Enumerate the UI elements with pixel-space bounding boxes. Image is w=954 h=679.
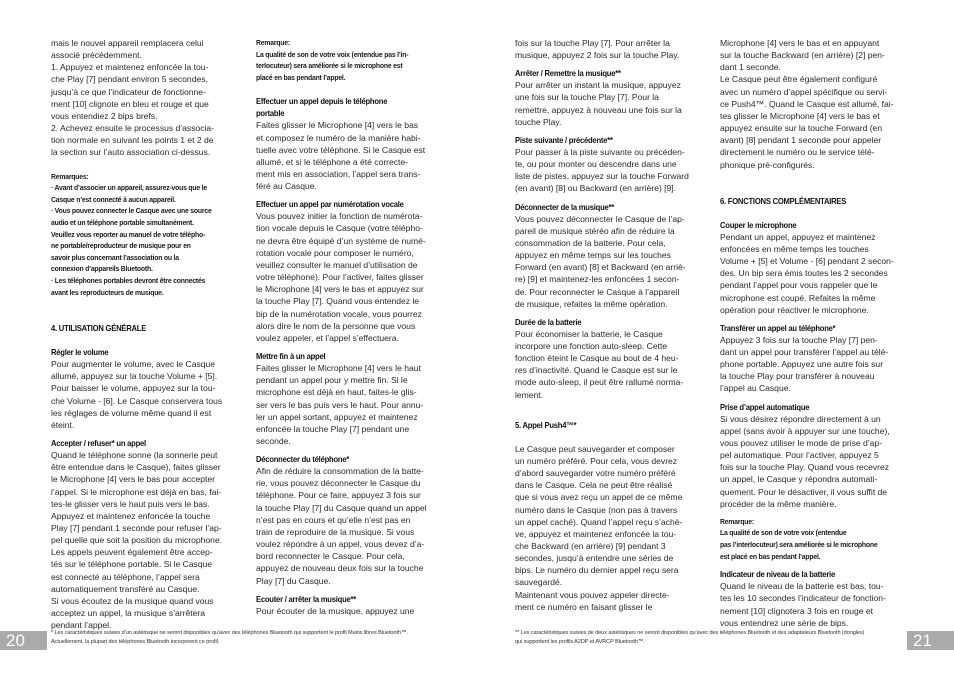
mute-mic-text: Pendant un appel, appuyez et maintenez enfoncées en même temps les touches Volume + [5] et Volume - [6] pendant 2 secon- des. Un bip sera émis toutes les 2 secondes pendant l’appel pour vous rappeler que le microphone est coupé. Refaites la même opération pour réactiver le microphone. <box>720 231 894 315</box>
section-5-heading: 5. Appel Push4™* <box>515 419 577 430</box>
disconnect-phone-heading: Déconnecter du téléphone* <box>256 454 350 465</box>
music-play-heading: Ecouter / arrêter la musique** <box>256 593 357 604</box>
transfer-call-heading: Transférer un appel au téléphone* <box>720 322 836 333</box>
push4-text: Le Casque peut sauvegarder et composer un numéro préféré. Pour cela, vous devrez d’abord sauvegarder votre numéro préféré dans le Casque. Cela ne peut être réalisé que si vous avez reçu un appel de ce même numéro dans le Casque (non pas à travers un appel caché). Quand l’appel reçu s’achè- ve, appuyez et maintenez enfoncée la tou- che Backward (en arrière) [9] pendant 3 secondes, jusqu’à entendre une séries de bips. Le numéro du dernier appel reçu sera sauvegardé. Maintenant vous pouvez appeler directe- ment ce numéro en faisant glisser le <box>515 443 683 612</box>
volume-text: Pour augmenter le volume, avec le Casque allumé, appuyez sur la touche Volume + [5]. Pour baisser le volume, appuyez sur la tou- che Volume - [6]. Le Casque conservera tous les réglages de volume même quand il est éteint. <box>51 359 223 430</box>
battery-level-text: Quand le niveau de la batterie est bas, tou- tes les 10 secondes l’indicateur de fonction- nement [10] clignotera 3 fois en rouge et vous entendrez une série de bips. <box>720 581 886 628</box>
end-call-text: Faites glisser le Microphone [4] vers le haut pendant un appel pour y mettre fin. Si le microphone est déjà en haut, faites-le glis- ser vers le bas puis vers le haut. Pour annu- ler un appel sortant, appuyez et maintenez enfoncée la touche Play [7] pendant une seconde. <box>256 363 424 446</box>
section-4-heading: 4. UTILISATION GÉNÉRALE <box>51 323 147 334</box>
auto-answer-heading: Prise d’appel automatique <box>720 401 810 412</box>
voice-dial-text: Vous pouvez initier la fonction de numérota- tion vocale depuis le Casque (votre télépho- ne devra être équipé d’un système de numé- rotation vocale pour composer le numéro, veuillez consulter le manuel d’utilisation de votre téléphone). Pour l’activer, faites glisser le Microphone [4] vers le bas et appuyez sur la touche Play [7]. Quand vous entendez le bip de la numérotation vocale, vous pourrez alors dire le nom de la personne que vous voulez appeler, et l’appel s’effectuera. <box>256 211 426 343</box>
music-continued-text: fois sur la touche Play [7]. Pour arrêter la musique, appuyez 2 fois sur la touche Play. <box>515 38 680 61</box>
auto-answer-text: Si vous désirez répondre directement à un appel (sans avoir à appuyer sur une touche), vous pouvez utiliser le mode de prise d’ap- pel automatique. Pour l’activer, appuyez 5 fois sur la touche Play. Quand vous recevrez un appel, le Casque y répondra automati- quement. Pour le désactiver, il vous suffit de procéder de la même manière. <box>720 413 890 509</box>
mute-mic-heading: Couper le microphone <box>720 219 797 230</box>
pause-music-text: Pour arrêter un instant la musique, appuyez une fois sur la touche Play [7]. Pour la remettre, appuyez à nouveau une fois sur la touche Play. <box>515 80 682 127</box>
accept-call-heading: Accepter / refuser* un appel <box>51 438 146 449</box>
remarque-text: La qualité de son de votre voix (entendue pas l’in- terlocuteur) sera améliorée si le microphone est placé en bas pendant l’appel. <box>256 49 409 82</box>
column-3 <box>515 37 699 613</box>
column-1 <box>51 37 235 631</box>
disconnect-music-heading: Déconnecter de la musique** <box>515 201 615 212</box>
push4-continued-text: Microphone [4] vers le bas et en appuyant sur la touche Backward (en arrière) [2] pen- dant 1 seconde. Le Casque peut être également configuré avec un numéro d’appel spécifique ou servi- ce Push4™. Quand le Casque est allumé, fai- tes glisser le Microphone [4] vers le bas et appuyez ensuite sur la touche Forward (en avant) [8] pendant 1 seconde pour appeler directement le numéro ou le service télé- phonique pré-configurés. <box>720 38 894 170</box>
music-play-text: Pour écouter de la musique, appuyez une <box>256 605 415 616</box>
accept-call-text: Quand le téléphone sonne (la sonnerie peut être entendue dans le Casque), faites glisser le Microphone [4] vers le bas pour accepter l’appel. Si le microphone est déjà en bas, fai- tes-le glisser vers le haut puis vers le bas. Appuyez et maintenez enfoncée la touche Play [7] pendant 1 seconde pour refuser l’ap- pel quelle que soit la position du microphone. Les appels peuvent également être accep- tés sur le téléphone portable. Si le Casque est connecté au téléphone, l’appel sera automatiquement transféré au Casque. Si vous écoutez de la musique quand vous acceptez un appel, la musique s’arrêtera pendant l’appel. <box>51 450 223 631</box>
section-6-heading: 6. FONCTIONS COMPLÉMENTAIRES <box>720 195 847 206</box>
battery-life-text: Pour économiser la batterie, le Casque incorpore une fonction auto-sleep. Cette fonction éteint le Casque au bout de 4 heu- res d’inactivité. Quand le Casque est sur le mode auto-sleep, il peut être rallumé norma- lement. <box>515 328 684 400</box>
remarques-heading: Remarques: <box>51 171 89 181</box>
page-number-left: 20 <box>0 631 47 650</box>
transfer-call-text: Appuyez 3 fois sur la touche Play [7] pen- dant un appel pour transférer l’appel au télé- phone portable. Appuyez une autre fois sur la touche Play pour transférer à nouveau l’appel au Casque. <box>720 334 889 394</box>
voice-dial-heading: Effectuer un appel par numérotation vocale <box>256 199 404 210</box>
pause-music-heading: Arrêter / Remettre la musique** <box>515 68 621 79</box>
footnote-left: * Les caractéristiques suivies d’un astérisque ne seront disponibles qu’avec des téléphones Bluetooth qui supportent le profil Mains libres Bluetooth™. Actuellement, la plupart des téléphones Bluetooth incorporent ce profil. <box>51 630 408 645</box>
call-from-phone-text: Faites glisser le Microphone [4] vers le bas et composez le numéro de la manière habi- tuelle avec votre téléphone. Si le Casque est allumé, et si le téléphone a été correcte- ment mis en association, l’appel sera trans- féré au Casque. <box>256 120 426 192</box>
page-number-right: 21 <box>907 631 954 650</box>
remarque-2-heading: Remarque: <box>720 516 754 526</box>
remarque-heading: Remarque: <box>256 38 290 47</box>
column-4 <box>720 37 904 629</box>
volume-heading: Régler le volume <box>51 347 109 358</box>
end-call-heading: Mettre fin à un appel <box>256 351 326 362</box>
battery-level-heading: Indicateur de niveau de la batterie <box>720 569 835 580</box>
step-1-text: 1. Appuyez et maintenez enfoncée la tou- che Play [7] pendant environ 5 secondes, jusqu’à ce que l’indicateur de fonctionne- ment [10] clignote en bleu et rouge et que vous entendiez 2 bips brefs. <box>51 62 209 121</box>
column-2 <box>256 37 440 617</box>
track-skip-text: Pour passer à la piste suivante ou précéden- te, ou pour monter ou descendre dans une liste de pistes, appuyez sur la touche Forward (en avant) [8] ou Backward (en arrière) [9]. <box>515 146 689 194</box>
disconnect-phone-text: Afin de réduire la consommation de la batte- rie, vous pouvez déconnecter le Casque du téléphone. Pour ce faire, appuyez 3 fois sur la touche Play [7] du Casque quand un appel n’est pas en cours et qu’elle n’est pas en train de reproduire de la musique. Si vous voulez répondre à un appel, vous devez d’a- bord reconnecter le Casque. Pour cela, appuyez de nouveau deux fois sur la touche Play [7] du Casque. <box>256 466 427 586</box>
remarques-list: · Avant d’associer un appareil, assurez-vous que le Casque n’est connecté à aucun appareil. · Vous pouvez connecter le Casque avec une source audio et un téléphone portable simultanément. Veuillez vous reporter au manuel de votre télépho- ne portable/reproducteur de musique pour en savoir plus concernant l’association ou la connexion d’appareils Bluetooth. · Les téléphones portables devront être connectés avant les reproducteurs de musique. <box>51 183 212 297</box>
remarque-2-text: La qualité de son de votre voix (entendue pas l’interlocuteur) sera améliorée si le microphone est placé en bas pendant l’appel. <box>720 528 878 561</box>
battery-life-heading: Durée de la batterie <box>515 316 582 327</box>
track-skip-heading: Piste suivante / précédente** <box>515 134 613 145</box>
step-2-text: 2. Achevez ensuite le processus d’associa- tion normale en suivant les points 1 et 2 de la section sur l’auto association ci-dessus. <box>51 123 215 158</box>
footnote-right: ** Les caractéristiques suivies de deux astérisques ne seront disponibles qu’avec des téléphones Bluetooth et des adaptateurs Bluetooth (dongles) qui supportent les profils A2DP et AVRCP Bluetooth™. <box>515 630 865 645</box>
intro-text: mais le nouvel appareil remplacera celui associé précédemment. <box>51 38 204 61</box>
call-from-phone-heading: Effectuer un appel depuis le téléphone portable <box>256 96 388 119</box>
disconnect-music-text: Vous pouvez déconnecter le Casque de l’ap- pareil de musique stéréo afin de réduire la consommation de la batterie. Pour cela, appuyez en même temps sur les touches Forward (en avant) [8] et Backward (en arriè- re) [9] et maintenez-les enfoncées 1 secon- de. Pour reconnecter le Casque à l’appareil de musique, refaites la même opération. <box>515 213 686 309</box>
